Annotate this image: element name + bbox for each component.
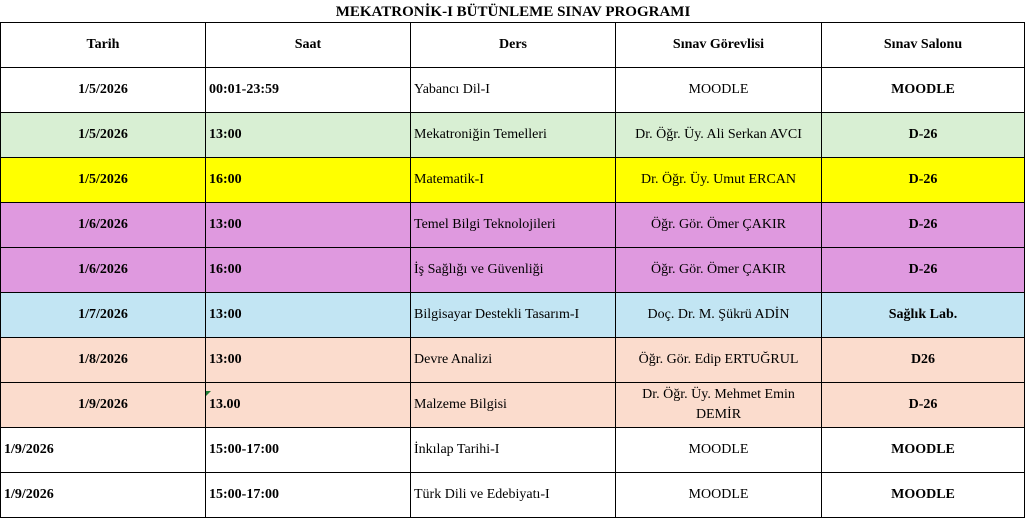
staff-cell: MOODLE — [616, 68, 822, 113]
room-cell: MOODLE — [822, 68, 1025, 113]
room-cell: Sağlık Lab. — [822, 293, 1025, 338]
staff-cell: MOODLE — [616, 473, 822, 518]
date-cell: 1/9/2026 — [1, 428, 206, 473]
table-row — [1, 473, 1025, 518]
header-time: Saat — [206, 23, 411, 68]
date-cell: 1/5/2026 — [1, 68, 206, 113]
course-cell: Bilgisayar Destekli Tasarım-I — [411, 293, 616, 338]
header-date: Tarih — [1, 23, 206, 68]
staff-cell: Öğr. Gör. Ömer ÇAKIR — [616, 203, 822, 248]
time-cell: 13:00 — [206, 338, 411, 383]
room-cell: MOODLE — [822, 428, 1025, 473]
date-cell: 1/5/2026 — [1, 113, 206, 158]
staff-cell: Öğr. Gör. Ömer ÇAKIR — [616, 248, 822, 293]
staff-cell: Dr. Öğr. Üy. Ali Serkan AVCI — [616, 113, 822, 158]
course-cell: Mekatroniğin Temelleri — [411, 113, 616, 158]
header-room: Sınav Salonu — [822, 23, 1025, 68]
table-row — [1, 248, 1025, 293]
time-cell: 13:00 — [206, 113, 411, 158]
time-cell: 13:00 — [206, 203, 411, 248]
table-row — [1, 203, 1025, 248]
date-cell: 1/5/2026 — [1, 158, 206, 203]
cell-comment-marker — [206, 391, 211, 396]
room-cell: MOODLE — [822, 473, 1025, 518]
time-cell: 13.00 — [206, 383, 411, 428]
room-cell: D-26 — [822, 158, 1025, 203]
course-cell: Malzeme Bilgisi — [411, 383, 616, 428]
time-cell: 15:00-17:00 — [206, 428, 411, 473]
header-staff: Sınav Görevlisi — [616, 23, 822, 68]
staff-cell: MOODLE — [616, 428, 822, 473]
staff-cell: Dr. Öğr. Üy. Mehmet Emin DEMİR — [616, 383, 822, 428]
course-cell: İnkılap Tarihi-I — [411, 428, 616, 473]
header-row — [1, 23, 1025, 68]
room-cell: D-26 — [822, 113, 1025, 158]
table-row — [1, 113, 1025, 158]
date-cell: 1/6/2026 — [1, 203, 206, 248]
exam-schedule-table — [0, 22, 1025, 518]
room-cell: D-26 — [822, 383, 1025, 428]
date-cell: 1/7/2026 — [1, 293, 206, 338]
course-cell: Yabancı Dil-I — [411, 68, 616, 113]
course-cell: Devre Analizi — [411, 338, 616, 383]
table-row — [1, 383, 1025, 428]
course-cell: Matematik-I — [411, 158, 616, 203]
time-cell: 00:01-23:59 — [206, 68, 411, 113]
header-course: Ders — [411, 23, 616, 68]
room-cell: D-26 — [822, 203, 1025, 248]
time-cell: 13:00 — [206, 293, 411, 338]
date-cell: 1/8/2026 — [1, 338, 206, 383]
course-cell: Türk Dili ve Edebiyatı-I — [411, 473, 616, 518]
date-cell: 1/9/2026 — [1, 473, 206, 518]
time-cell: 16:00 — [206, 158, 411, 203]
course-cell: İş Sağlığı ve Güvenliği — [411, 248, 616, 293]
table-row — [1, 68, 1025, 113]
room-cell: D26 — [822, 338, 1025, 383]
room-cell: D-26 — [822, 248, 1025, 293]
time-cell: 16:00 — [206, 248, 411, 293]
staff-cell: Öğr. Gör. Edip ERTUĞRUL — [616, 338, 822, 383]
page-title: MEKATRONİK-I BÜTÜNLEME SINAV PROGRAMI — [335, 4, 691, 20]
table-row — [1, 338, 1025, 383]
table-row — [1, 158, 1025, 203]
time-cell: 15:00-17:00 — [206, 473, 411, 518]
date-cell: 1/9/2026 — [1, 383, 206, 428]
staff-cell: Dr. Öğr. Üy. Umut ERCAN — [616, 158, 822, 203]
date-cell: 1/6/2026 — [1, 248, 206, 293]
staff-cell: Doç. Dr. M. Şükrü ADİN — [616, 293, 822, 338]
course-cell: Temel Bilgi Teknolojileri — [411, 203, 616, 248]
table-row — [1, 293, 1025, 338]
table-row — [1, 428, 1025, 473]
